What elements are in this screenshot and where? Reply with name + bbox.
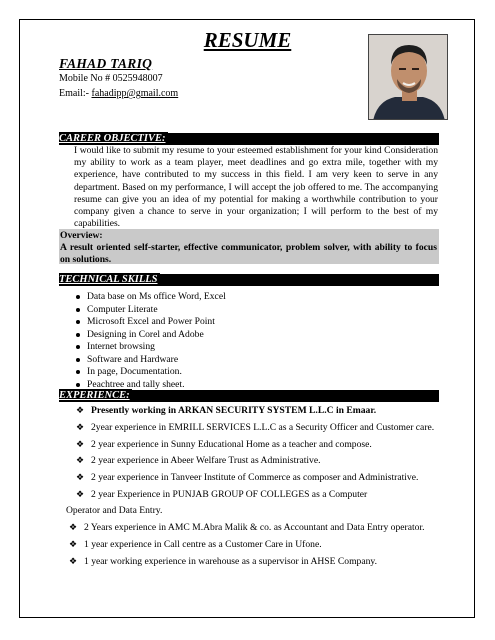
diamond-bullet-icon: ❖ — [69, 540, 78, 551]
bullet-icon — [76, 370, 80, 374]
list-item: ❖ 2 year Experience in PUNJAB GROUP OF COLLEGES as a Computer Operator and Data Entry. — [59, 489, 441, 518]
experience-list — [59, 405, 441, 573]
overview-box — [59, 229, 439, 264]
list-item: Designing in Corel and Adobe — [59, 329, 226, 342]
list-item: ❖ 2 year experience in Abeer Welfare Trust as Administrative. — [76, 455, 321, 467]
diamond-bullet-icon: ❖ — [76, 456, 85, 467]
technical-skills-header — [59, 274, 439, 286]
diamond-bullet-icon: ❖ — [76, 422, 85, 433]
diamond-bullet-icon: ❖ — [76, 489, 85, 500]
list-item: ❖ 2year experience in EMRILL SERVICES L.L.C as a Security Officer and Customer care. — [76, 421, 435, 433]
list-item: Data base on Ms office Word, Excel — [59, 291, 226, 304]
career-objective-title: CAREER OBJECTIVE: — [59, 133, 166, 144]
list-item: ❖ 2 year experience in Sunny Educational Home as a teacher and compose. — [76, 438, 372, 450]
list-item-continuation: Operator and Data Entry. — [66, 505, 163, 517]
bullet-icon — [76, 320, 80, 324]
list-item: ❖ Presently working in ARKAN SECURITY SYSTEM L.L.C in Emaar. — [76, 405, 377, 416]
bullet-icon — [76, 308, 80, 312]
list-item: In page, Documentation. — [59, 366, 226, 379]
list-item: ❖ 2 Years experience in AMC M.Abra Malik & co. as Accountant and Data Entry operator. — [69, 522, 425, 534]
overview-text: A result oriented self-starter, effective communicator, problem solver, with ability to focus on solutions. — [60, 242, 437, 265]
diamond-bullet-icon: ❖ — [69, 523, 78, 534]
overview-label: Overview: — [60, 230, 103, 241]
bullet-icon — [76, 383, 80, 387]
mobile-number: Mobile No # 0525948007 — [59, 73, 163, 84]
list-item: ❖ 1 year working experience in warehouse as a supervisor in AHSE Company. — [69, 555, 377, 567]
list-item: ❖ 2 year experience in Tanveer Institute of Commerce as composer and Administrative. — [76, 472, 419, 484]
bullet-icon — [76, 333, 80, 337]
diamond-bullet-icon: ❖ — [69, 556, 78, 567]
career-objective-header — [59, 133, 439, 145]
technical-skills-title: TECHNICAL SKILLS — [59, 274, 158, 285]
experience-title: EXPERIENCE: — [59, 390, 130, 401]
resume-title: RESUME — [203, 28, 292, 52]
list-item: Microsoft Excel and Power Point — [59, 316, 226, 329]
profile-photo — [368, 34, 448, 120]
bullet-icon — [76, 345, 80, 349]
experience-header — [59, 390, 439, 402]
list-item: Software and Hardware — [59, 354, 226, 367]
skills-list — [59, 291, 226, 391]
diamond-bullet-icon: ❖ — [76, 473, 85, 484]
bullet-icon — [76, 295, 80, 299]
diamond-bullet-icon: ❖ — [76, 439, 85, 450]
candidate-name: FAHAD TARIQ — [59, 56, 153, 71]
email-label: Email:- — [59, 88, 89, 99]
email-link[interactable]: fahadipp@gmail.com — [91, 88, 179, 99]
career-objective-text — [59, 145, 438, 230]
bullet-icon — [76, 358, 80, 362]
email-line — [59, 88, 178, 99]
objective-paragraph: I would like to submit my resume to your esteemed establishment for your kind Consideration my ability to work as a team player, meet deadlines and go extra mile, together with my experience, have contributed to my success in this field. I am very keen to serve in any department. Based on my performance, I will accept the job offered to me. The accompanying resume can give you an idea of my potential for making a worthwhile contribution to your company given a chance to serve in your organization; I will perform to the best of my capabilities. — [74, 145, 438, 230]
list-item: Peachtree and tally sheet. — [59, 379, 226, 392]
diamond-bullet-icon: ❖ — [76, 406, 85, 416]
list-item: Computer Literate — [59, 304, 226, 317]
list-item: ❖ 1 year experience in Call centre as a Customer Care in Ufone. — [69, 539, 322, 551]
list-item: Internet browsing — [59, 341, 226, 354]
